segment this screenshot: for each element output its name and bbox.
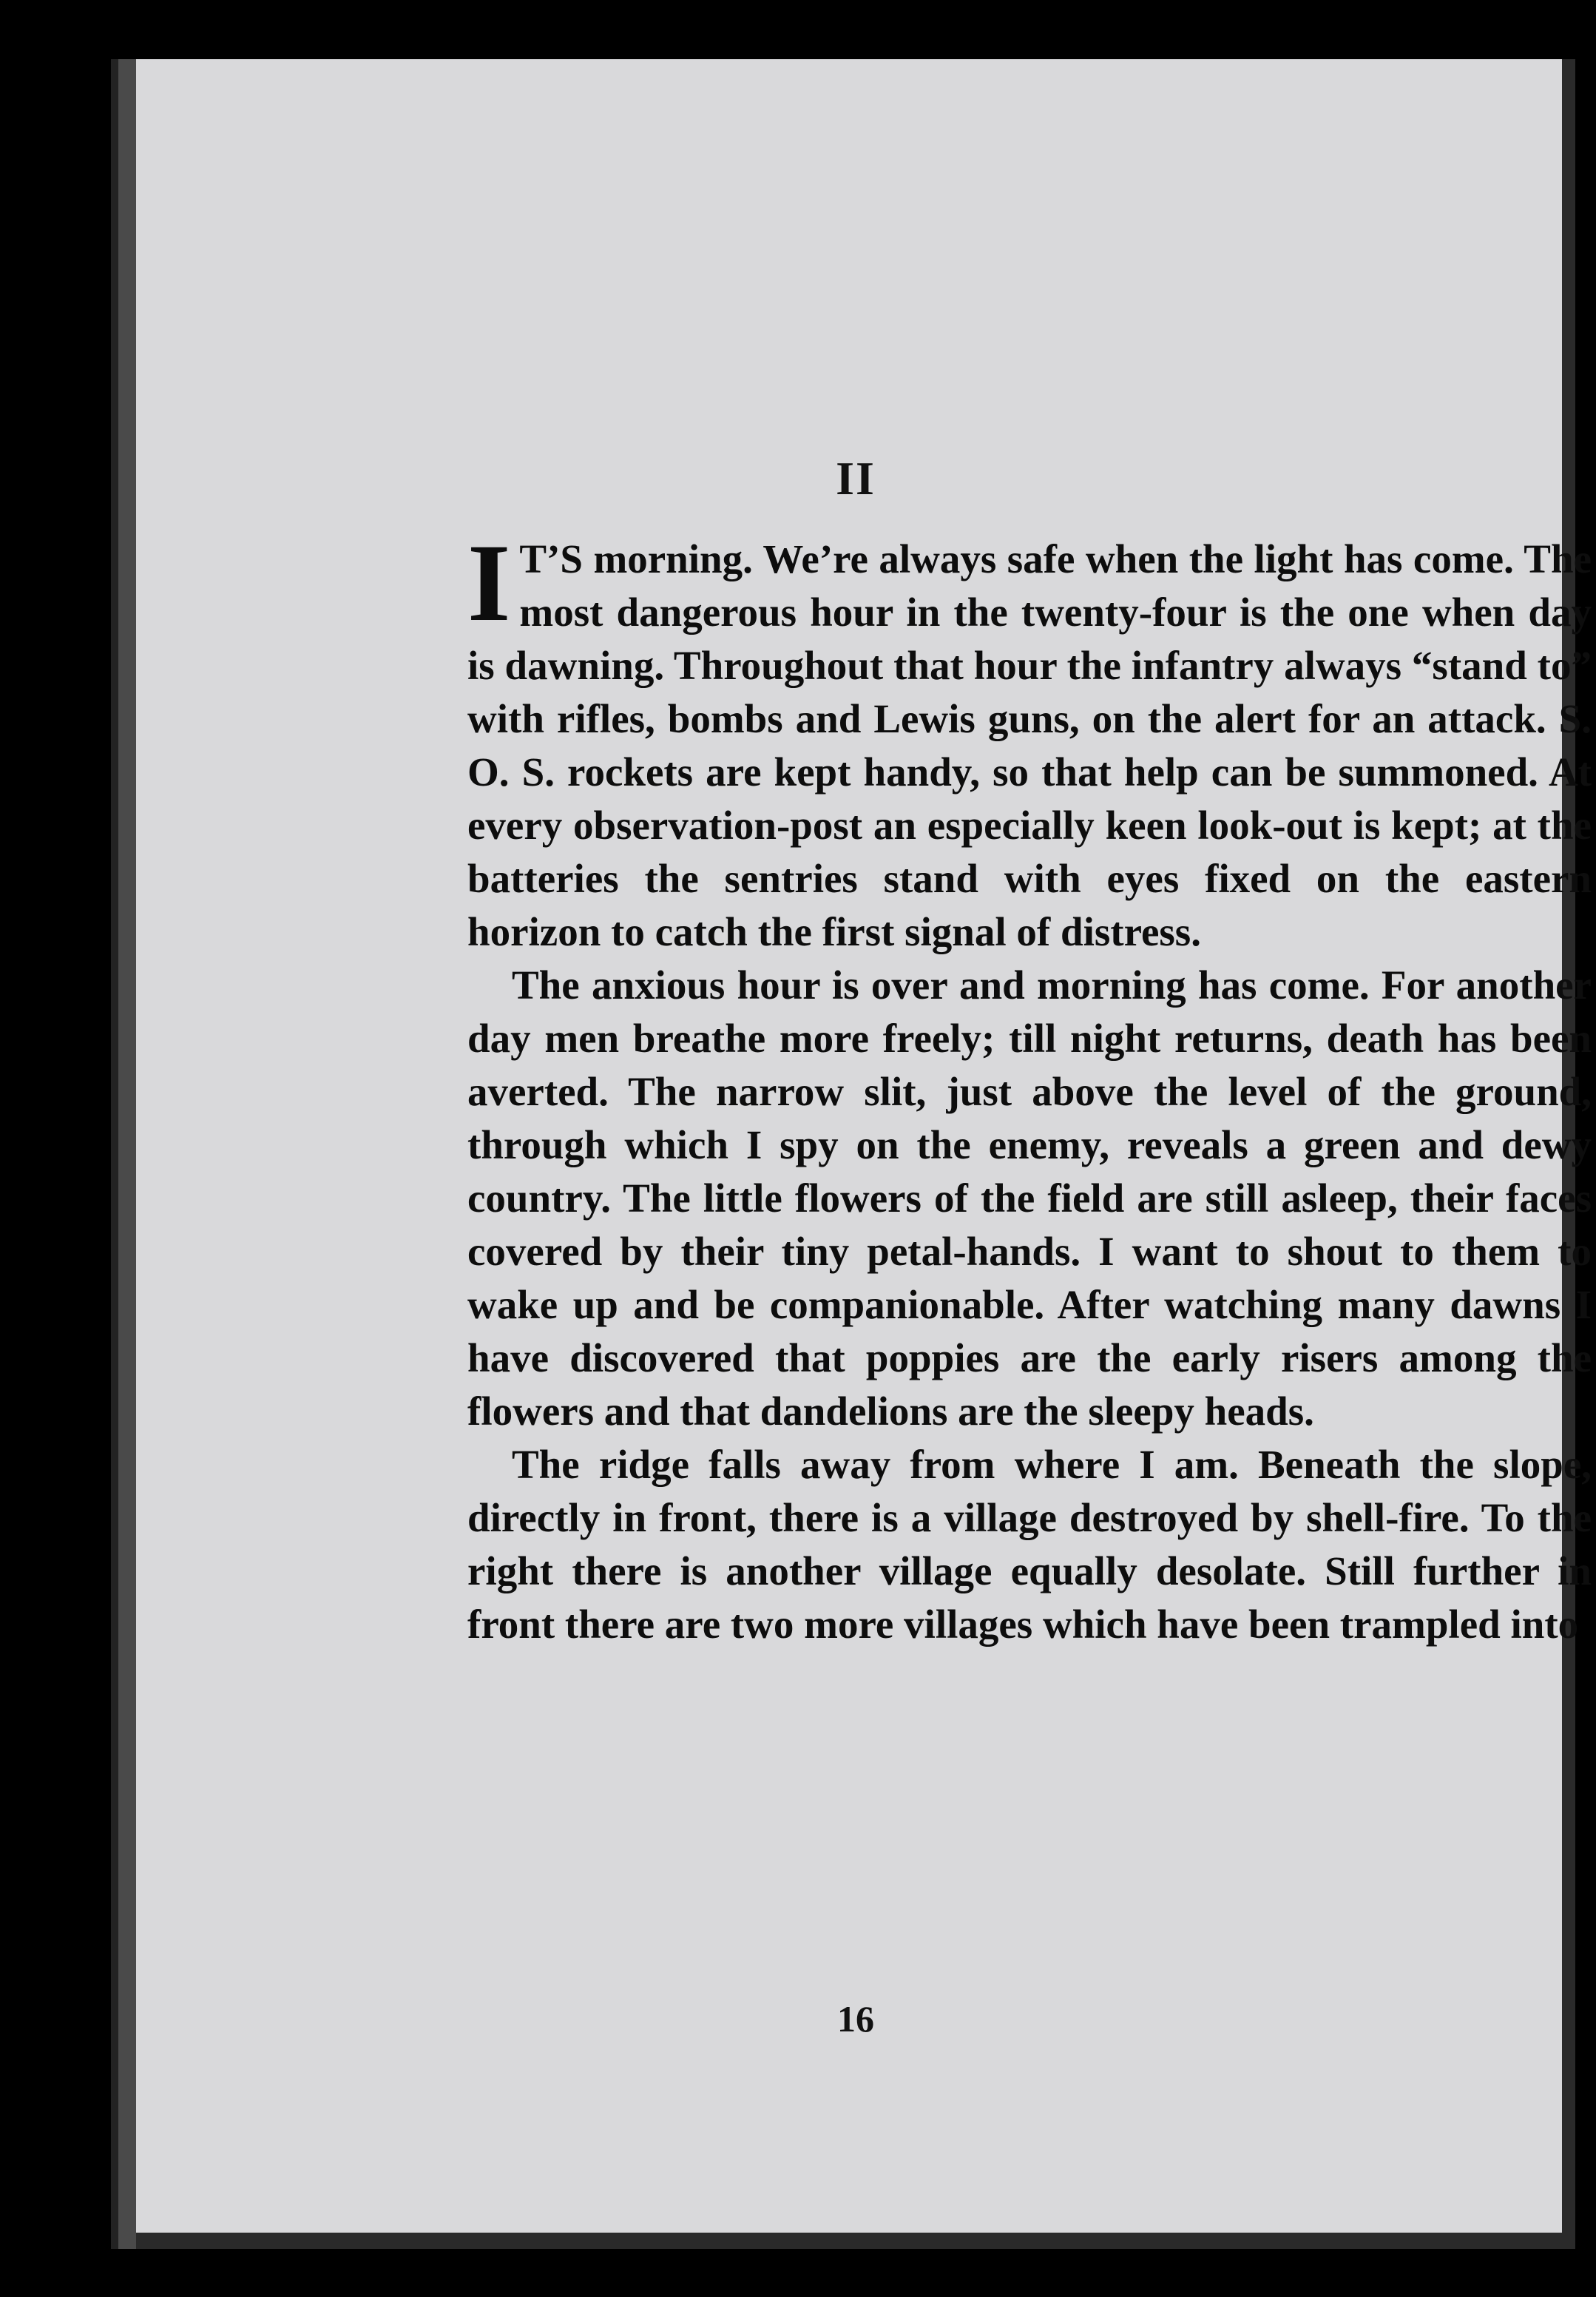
paragraph-2: The anxious hour is over and morning has come. For another day men breathe more freely; till night returns, death has been averted. The narrow slit, just above the level of the ground, through which I spy on the enemy, reveals a green and dewy country. The little flowers of the field are still asleep, their faces covered by their tiny petal-hands. I want to shout to them to wake up and be companionable. After watching many dawns I have discovered that poppies are the early risers among the flowers and that dandelions are the sleepy heads. bbox=[467, 962, 1592, 1434]
page-number: 16 bbox=[837, 1998, 874, 2040]
page-binding-edge bbox=[111, 59, 118, 2249]
paragraph-3: The ridge falls away from where I am. Beneath the slope, directly in front, there is a village destroyed by shell-fire. To the right there is another village equally desolate. Still further in front there are two more villages which have been trampled into bbox=[467, 1442, 1592, 1647]
page-bottom-edge bbox=[136, 2233, 1575, 2249]
paragraph-1 bbox=[467, 522, 1592, 959]
drop-cap: I bbox=[467, 522, 511, 644]
book-page bbox=[111, 59, 1592, 2249]
paragraph-1-text: T’S morning. We’re always safe when the light has come. The most dangerous hour in the twenty-four is the one when day is dawning. Throughout that hour the infantry always “stand to” with rifles, bombs and Lewis guns, on the alert for an attack. S. O. S. rockets are kept handy, so that help can be summoned. At every observation-post an especially keen look-out is kept; at the batteries the sentries stand with eyes fixed on the eastern horizon to catch the first signal of distress. bbox=[467, 536, 1592, 954]
body-text bbox=[467, 522, 1592, 1651]
chapter-heading: II bbox=[836, 452, 876, 505]
